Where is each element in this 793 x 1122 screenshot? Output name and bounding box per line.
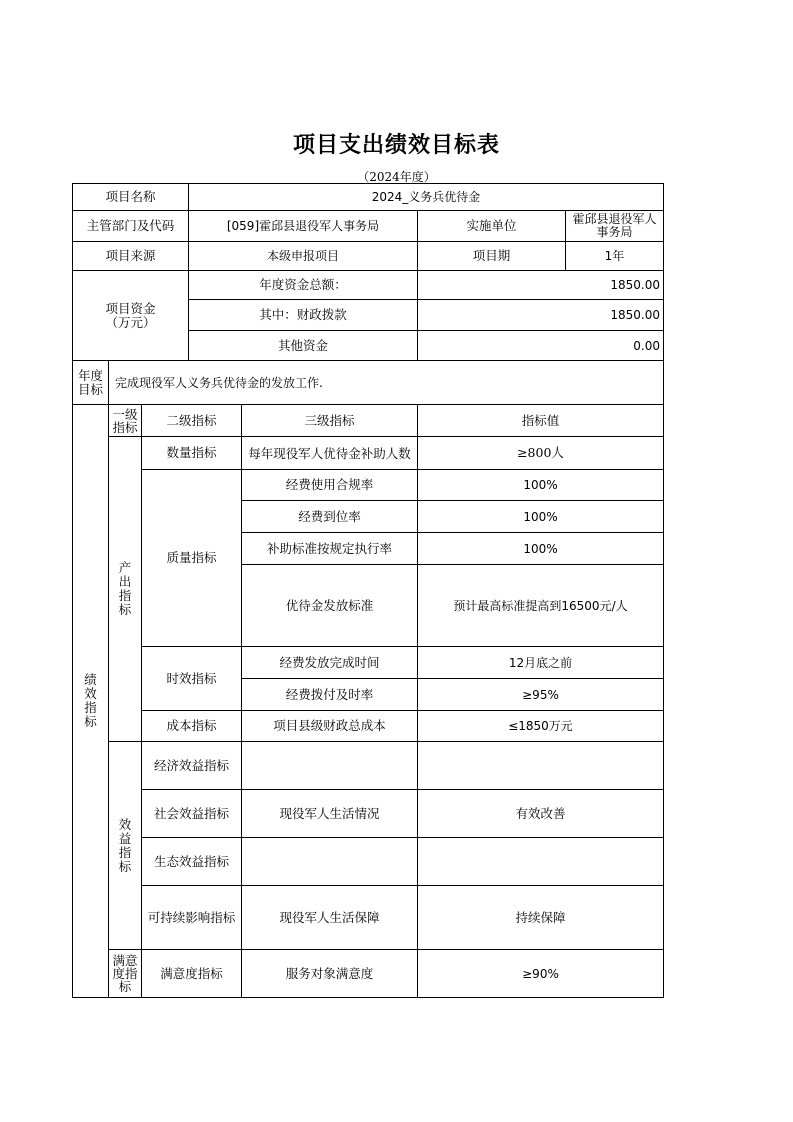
header-level1: 一级指标 bbox=[108, 404, 142, 437]
goal-label: 年度目标 bbox=[72, 360, 109, 405]
funds-fiscal-label: 其中：财政拨款 bbox=[188, 299, 418, 331]
year-label: （2024年度） bbox=[357, 170, 436, 184]
eco-label: 生态效益指标 bbox=[141, 837, 242, 886]
project-name-label: 项目名称 bbox=[72, 183, 189, 211]
timeliness-value-0: 12月底之前 bbox=[417, 646, 664, 679]
funds-total-value: 1850.00 bbox=[417, 270, 664, 300]
source-value: 本级申报项目 bbox=[188, 241, 418, 271]
impl-label: 实施单位 bbox=[417, 210, 566, 242]
quality-label: 质量指标 bbox=[141, 469, 242, 647]
economic-value bbox=[417, 741, 664, 790]
sustain-l3: 现役军人生活保障 bbox=[241, 885, 418, 950]
economic-label: 经济效益指标 bbox=[141, 741, 242, 790]
quantity-label: 数量指标 bbox=[141, 436, 242, 470]
period-value: 1年 bbox=[565, 241, 664, 271]
social-l3: 现役军人生活情况 bbox=[241, 789, 418, 838]
social-value: 有效改善 bbox=[417, 789, 664, 838]
funds-label: 项目资金（万元） bbox=[72, 270, 189, 361]
social-label: 社会效益指标 bbox=[141, 789, 242, 838]
quality-l3-3: 优待金发放标准 bbox=[241, 564, 418, 647]
quality-l3-2: 补助标准按规定执行率 bbox=[241, 532, 418, 565]
quantity-value: ≥800人 bbox=[417, 436, 664, 470]
timeliness-l3-0: 经费发放完成时间 bbox=[241, 646, 418, 679]
cost-l3: 项目县级财政总成本 bbox=[241, 710, 418, 742]
cost-label: 成本指标 bbox=[141, 710, 242, 742]
performance-target-table bbox=[72, 183, 664, 998]
benefit-indicators-label: 效益指标 bbox=[108, 741, 142, 950]
source-label: 项目来源 bbox=[72, 241, 189, 271]
quality-l3-1: 经费到位率 bbox=[241, 500, 418, 533]
satisfaction-l1-label: 满意度指标 bbox=[108, 949, 142, 998]
sustain-value: 持续保障 bbox=[417, 885, 664, 950]
timeliness-label: 时效指标 bbox=[141, 646, 242, 711]
header-level3: 三级指标 bbox=[241, 404, 418, 437]
sustain-label: 可持续影响指标 bbox=[141, 885, 242, 950]
perf-label: 绩效指标 bbox=[72, 404, 109, 998]
funds-other-label: 其他资金 bbox=[188, 330, 418, 361]
dept-label: 主管部门及代码 bbox=[72, 210, 189, 242]
eco-l3 bbox=[241, 837, 418, 886]
project-name-value: 2024_义务兵优待金 bbox=[188, 183, 664, 211]
timeliness-value-1: ≥95% bbox=[417, 678, 664, 711]
satisfaction-label: 满意度指标 bbox=[141, 949, 242, 998]
page-title: 项目支出绩效目标表 bbox=[292, 133, 500, 158]
period-label: 项目期 bbox=[417, 241, 566, 271]
header-value: 指标值 bbox=[417, 404, 664, 437]
cost-value: ≤1850万元 bbox=[417, 710, 664, 742]
goal-text: 完成现役军人义务兵优待金的发放工作. bbox=[108, 360, 664, 405]
timeliness-l3-1: 经费拨付及时率 bbox=[241, 678, 418, 711]
quality-value-0: 100% bbox=[417, 469, 664, 501]
header-level2: 二级指标 bbox=[141, 404, 242, 437]
funds-fiscal-value: 1850.00 bbox=[417, 299, 664, 331]
quality-value-2: 100% bbox=[417, 532, 664, 565]
impl-value: 霍邱县退役军人事务局 bbox=[565, 210, 664, 242]
quantity-l3: 每年现役军人优待金补助人数 bbox=[241, 436, 418, 470]
funds-other-value: 0.00 bbox=[417, 330, 664, 361]
funds-total-label: 年度资金总额： bbox=[188, 270, 418, 300]
quality-value-1: 100% bbox=[417, 500, 664, 533]
satisfaction-value: ≥90% bbox=[417, 949, 664, 998]
quality-l3-0: 经费使用合规率 bbox=[241, 469, 418, 501]
quality-value-3: 预计最高标准提高到16500元/人 bbox=[417, 564, 664, 647]
satisfaction-l3: 服务对象满意度 bbox=[241, 949, 418, 998]
output-indicators-label: 产出指标 bbox=[108, 436, 142, 742]
eco-value bbox=[417, 837, 664, 886]
economic-l3 bbox=[241, 741, 418, 790]
dept-value: [059]霍邱县退役军人事务局 bbox=[188, 210, 418, 242]
